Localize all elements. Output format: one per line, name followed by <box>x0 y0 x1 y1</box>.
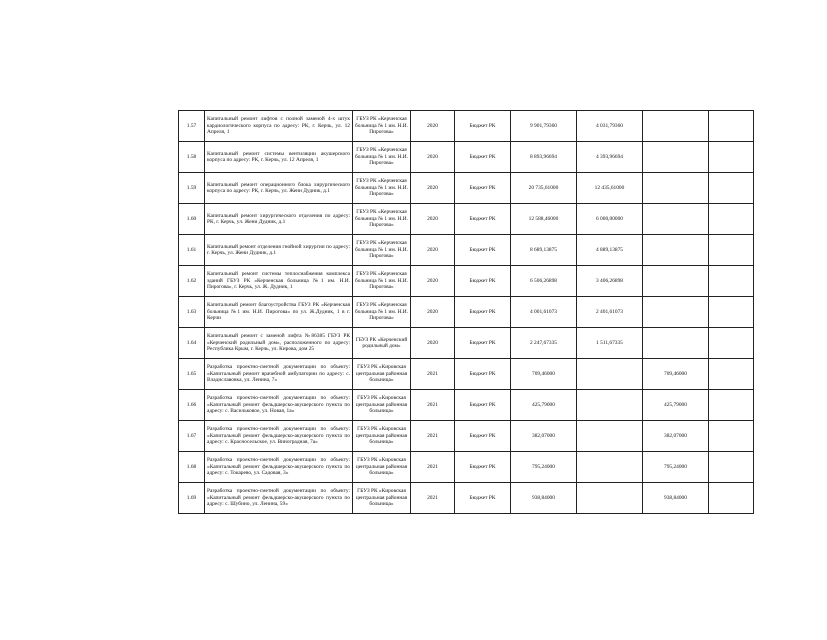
amount-extra <box>709 142 754 173</box>
row-number: 1.62 <box>179 266 205 297</box>
institution-name: ГБУЗ РК «Керченская больница № 1 им. Н.И. Пирогова» <box>353 111 411 142</box>
amount-extra <box>709 297 754 328</box>
institution-name: ГБУЗ РК «Кировская центральная районная больница» <box>353 452 411 483</box>
table-row <box>179 421 754 452</box>
table-row <box>179 111 754 142</box>
row-number: 1.60 <box>179 204 205 235</box>
funding-source: Бюджет РК <box>455 452 511 483</box>
table-row <box>179 452 754 483</box>
amount-2021: 938,84000 <box>643 483 709 514</box>
amount-2020: 2 401,61073 <box>577 297 643 328</box>
work-description: Разработка проектно-сметной документации по объекту: «Капитальный ремонт врачебной амбулатории по адресу: с. Владиславовка, ул. Ленина, 7» <box>205 359 353 390</box>
amount-extra <box>709 266 754 297</box>
total-amount: 20 735,61000 <box>511 173 577 204</box>
total-amount: 9 901,79360 <box>511 111 577 142</box>
total-amount: 938,84000 <box>511 483 577 514</box>
amount-2020: 6 000,00000 <box>577 204 643 235</box>
row-number: 1.69 <box>179 483 205 514</box>
work-description: Разработка проектно-сметной документации по объекту: «Капитальный ремонт фельдшерско-акушерского пункта по адресу: с. Васильковое, ул. Новая, 1а» <box>205 390 353 421</box>
amount-2021 <box>643 266 709 297</box>
year-cell: 2021 <box>411 390 455 421</box>
row-number: 1.66 <box>179 390 205 421</box>
amount-2021: 795,24000 <box>643 452 709 483</box>
row-number: 1.65 <box>179 359 205 390</box>
amount-extra <box>709 235 754 266</box>
table-row <box>179 359 754 390</box>
total-amount: 382,07000 <box>511 421 577 452</box>
funding-source: Бюджет РК <box>455 390 511 421</box>
row-number: 1.67 <box>179 421 205 452</box>
year-cell: 2020 <box>411 328 455 359</box>
row-number: 1.64 <box>179 328 205 359</box>
work-description: Капитальный ремонт благоустройства ГБУЗ РК «Керченская больница №1 им. Н.И. Пирогова» по ул. Ж.Дудник, 1 в г. Керчи <box>205 297 353 328</box>
year-cell: 2020 <box>411 266 455 297</box>
funding-source: Бюджет РК <box>455 421 511 452</box>
funding-source: Бюджет РК <box>455 173 511 204</box>
institution-name: ГБУЗ РК «Керченская больница № 1 им. Н.И. Пирогова» <box>353 297 411 328</box>
amount-2021 <box>643 173 709 204</box>
funding-source: Бюджет РК <box>455 142 511 173</box>
amount-2021: 709,46000 <box>643 359 709 390</box>
table-row <box>179 390 754 421</box>
year-cell: 2020 <box>411 235 455 266</box>
institution-name: ГБУЗ РК «Кировская центральная районная больница» <box>353 483 411 514</box>
amount-extra <box>709 328 754 359</box>
institution-name: ГБУЗ РК «Керченская больница № 1 им. Н.И. Пирогова» <box>353 235 411 266</box>
total-amount: 709,46000 <box>511 359 577 390</box>
amount-extra <box>709 421 754 452</box>
year-cell: 2021 <box>411 452 455 483</box>
total-amount: 4 001,61073 <box>511 297 577 328</box>
amount-2021 <box>643 204 709 235</box>
table-row <box>179 328 754 359</box>
work-description: Капитальный ремонт операционного блока хирургического корпуса по адресу: РК, г. Керчь, ул. Жени Дудник, д.1 <box>205 173 353 204</box>
row-number: 1.58 <box>179 142 205 173</box>
amount-extra <box>709 204 754 235</box>
table-row <box>179 266 754 297</box>
table-body <box>179 111 754 514</box>
year-cell: 2020 <box>411 204 455 235</box>
work-description: Капитальный ремонт отделения гнойной хирургии по адресу: г. Керчь, ул. Жени Дудник, д.1 <box>205 235 353 266</box>
funding-source: Бюджет РК <box>455 204 511 235</box>
total-amount: 8 689,13875 <box>511 235 577 266</box>
year-cell: 2020 <box>411 173 455 204</box>
year-cell: 2021 <box>411 359 455 390</box>
work-description: Капитальный ремонт с заменой лифта №86385 ГБУЗ РК «Керченский родильный дом», расположенного по адресу: Республика Крым, г. Керчь, ул. Кирова, дом 25 <box>205 328 353 359</box>
row-number: 1.59 <box>179 173 205 204</box>
total-amount: 12 588,46000 <box>511 204 577 235</box>
row-number: 1.61 <box>179 235 205 266</box>
amount-2020 <box>577 452 643 483</box>
table-row <box>179 142 754 173</box>
amount-2020 <box>577 483 643 514</box>
work-description: Разработка проектно-сметной документации по объекту: «Капитальный ремонт фельдшерско-акушерского пункта по адресу: с. Токарево, ул. Садовая, 3» <box>205 452 353 483</box>
year-cell: 2021 <box>411 483 455 514</box>
amount-2020 <box>577 390 643 421</box>
year-cell: 2020 <box>411 111 455 142</box>
amount-2021 <box>643 297 709 328</box>
total-amount: 6 506,26898 <box>511 266 577 297</box>
funding-source: Бюджет РК <box>455 266 511 297</box>
institution-name: ГБУЗ РК «Керченская больница № 1 им. Н.И. Пирогова» <box>353 266 411 297</box>
table-row <box>179 204 754 235</box>
funding-source: Бюджет РК <box>455 235 511 266</box>
program-table <box>178 110 754 514</box>
total-amount: 8 893,96694 <box>511 142 577 173</box>
work-description: Капитальный ремонт хирургического отделения по адресу: РК, г. Керчь, ул. Жени Дудник, д.1 <box>205 204 353 235</box>
table-row <box>179 235 754 266</box>
amount-2020: 1 511,67335 <box>577 328 643 359</box>
institution-name: ГБУЗ РК «Кировская центральная районная больница» <box>353 359 411 390</box>
work-description: Разработка проектно-сметной документации по объекту: «Капитальный ремонт фельдшерско-акушерского пункта по адресу: с. Шубино, ул. Ленина, 59» <box>205 483 353 514</box>
amount-2020: 4 031,79360 <box>577 111 643 142</box>
document-page <box>178 110 687 508</box>
total-amount: 795,24000 <box>511 452 577 483</box>
row-number: 1.63 <box>179 297 205 328</box>
amount-2020: 3 406,26898 <box>577 266 643 297</box>
amount-2021: 382,07000 <box>643 421 709 452</box>
amount-2020: 12 435,61000 <box>577 173 643 204</box>
amount-2021 <box>643 328 709 359</box>
institution-name: ГБУЗ РК «Керченская больница № 1 им. Н.И. Пирогова» <box>353 204 411 235</box>
amount-2020: 4 393,96694 <box>577 142 643 173</box>
amount-2020 <box>577 359 643 390</box>
amount-extra <box>709 483 754 514</box>
row-number: 1.68 <box>179 452 205 483</box>
amount-2021 <box>643 111 709 142</box>
amount-2021: 425,79000 <box>643 390 709 421</box>
amount-2020: 4 889,13875 <box>577 235 643 266</box>
amount-extra <box>709 111 754 142</box>
amount-2021 <box>643 142 709 173</box>
institution-name: ГБУЗ РК «Керченская больница № 1 им. Н.И. Пирогова» <box>353 173 411 204</box>
amount-2020 <box>577 421 643 452</box>
work-description: Капитальный ремонт системы теплоснабжения комплекса зданий ГБУЗ РК «Керченская больница №1 им. Н.И. Пирогова», г. Керчь, ул. Ж. Дудник, 1 <box>205 266 353 297</box>
work-description: Разработка проектно-сметной документации по объекту: «Капитальный ремонт фельдшерско-акушерского пункта по адресу: с. Красносельское, ул. Виноградная, 7а» <box>205 421 353 452</box>
table-row <box>179 483 754 514</box>
year-cell: 2020 <box>411 297 455 328</box>
funding-source: Бюджет РК <box>455 328 511 359</box>
institution-name: ГБУЗ РК «Кировская центральная районная больница» <box>353 421 411 452</box>
funding-source: Бюджет РК <box>455 297 511 328</box>
total-amount: 2 247,67335 <box>511 328 577 359</box>
institution-name: ГБУЗ РК «Кировская центральная районная больница» <box>353 390 411 421</box>
funding-source: Бюджет РК <box>455 359 511 390</box>
amount-extra <box>709 390 754 421</box>
work-description: Капитальный ремонт системы вентиляции акушерского корпуса по адресу: РК, г. Керчь, ул. 12 Апреля, 1 <box>205 142 353 173</box>
total-amount: 425,79000 <box>511 390 577 421</box>
amount-2021 <box>643 235 709 266</box>
institution-name: ГБУЗ РК «Керченский родильный дом» <box>353 328 411 359</box>
row-number: 1.57 <box>179 111 205 142</box>
institution-name: ГБУЗ РК «Керченская больница № 1 им. Н.И. Пирогова» <box>353 142 411 173</box>
year-cell: 2020 <box>411 142 455 173</box>
table-row <box>179 297 754 328</box>
year-cell: 2021 <box>411 421 455 452</box>
amount-extra <box>709 173 754 204</box>
amount-extra <box>709 359 754 390</box>
amount-extra <box>709 452 754 483</box>
table-row <box>179 173 754 204</box>
funding-source: Бюджет РК <box>455 111 511 142</box>
work-description: Капитальный ремонт лифтов с полной заменой 4-х штук кардиологического корпуса по адресу: РК, г. Керчь, ул. 12 Апреля, 1 <box>205 111 353 142</box>
funding-source: Бюджет РК <box>455 483 511 514</box>
